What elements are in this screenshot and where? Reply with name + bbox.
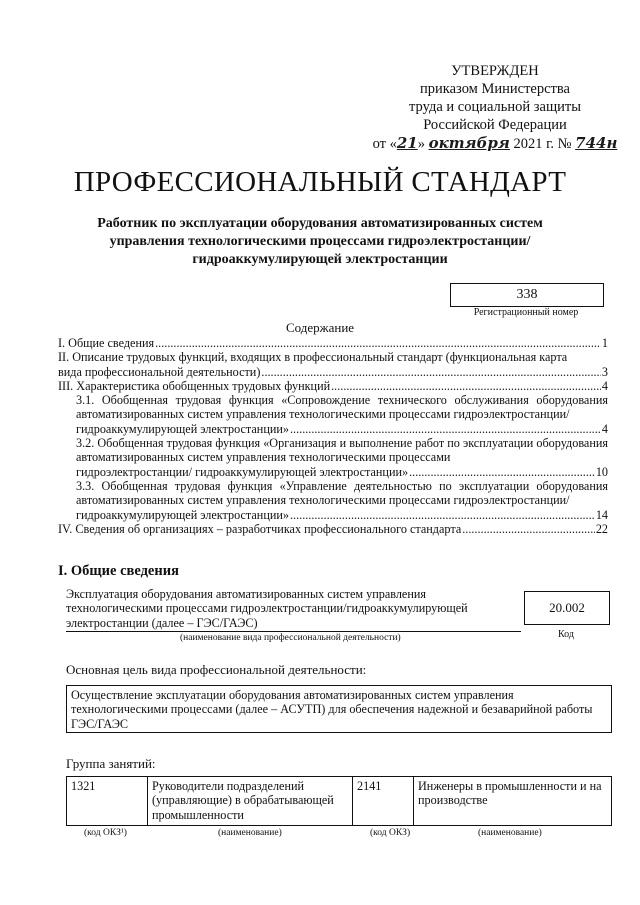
- toc-entry-3-3[interactable]: 3.3. Обобщенная трудовая функция «Управление деятельностью по эксплуатации оборудования автоматизированных систем управления технологическими процессами гидроэлектростанции/ гидроаккумулирующей электростанции» ..... 14: [58, 479, 608, 522]
- goal-box: Осуществление эксплуатации оборудования автоматизированных систем управления технологическими процессами (далее – АСУТП) для обеспечения надежной и безаварийной работы ГЭС/ГАЭС: [66, 685, 612, 733]
- activity-kind-label: (наименование вида профессиональной деятельности): [180, 633, 401, 643]
- registration-number-box: 338: [450, 283, 604, 307]
- occupation-name-cell: Руководители подразделений (управляющие) в обрабатывающей промышленности: [148, 777, 353, 826]
- table-of-contents: [58, 336, 608, 536]
- date-month: октября: [428, 134, 510, 152]
- occupation-name-cell: Инженеры в промышленности и на производстве: [414, 777, 612, 826]
- section-heading: I. Общие сведения: [58, 563, 179, 579]
- date-year: 2021 г. №: [509, 136, 576, 152]
- approval-line-1: УТВЕРЖДЕН: [451, 63, 539, 79]
- activity-code-label: Код: [558, 629, 574, 640]
- occupation-name-label: (наименование): [218, 828, 282, 838]
- standard-subtitle: Работник по эксплуатации оборудования автоматизированных систем управления технологическими процессами гидроэлектростанции/гидроаккумулирующей электростанции: [97, 216, 543, 267]
- occupation-name-label: (наименование): [478, 828, 542, 838]
- toc-entry-4[interactable]: IV. Сведения об организациях – разработчиках профессионального стандарта ..... 22: [58, 522, 608, 536]
- approval-line-4: Российской Федерации: [423, 117, 567, 133]
- approval-block: [370, 62, 620, 153]
- date-prefix: от «: [372, 136, 397, 152]
- okz-code-cell: 1321: [67, 777, 148, 826]
- goal-label: Основная цель вида профессиональной деятельности:: [66, 662, 367, 677]
- approval-line-3: труда и социальной защиты: [409, 99, 581, 115]
- toc-entry-2[interactable]: II. Описание трудовых функций, входящих в профессиональный стандарт (функциональная карта вида профессиональной деятельности) ..... 3: [58, 350, 608, 379]
- toc-entry-3[interactable]: III. Характеристика обобщенных трудовых функций ..... 4: [58, 379, 608, 393]
- activity-kind-text: Эксплуатация оборудования автоматизированных систем управления технологическими процессами гидроэлектростанции/гидроаккумулирующей электростанции (далее – ГЭС/ГАЭС): [66, 587, 521, 632]
- document-title: ПРОФЕССИОНАЛЬНЫЙ СТАНДАРТ: [73, 166, 567, 198]
- toc-entry-3-1[interactable]: 3.1. Обобщенная трудовая функция «Сопровождение технического обслуживания оборудования автоматизированных систем управления технологическими процессами гидроэлектростанции/ гидроаккумулирующей электростанции» ..... 4: [58, 393, 608, 436]
- occupation-group-label: Группа занятий:: [66, 756, 156, 771]
- date-mid: »: [417, 136, 429, 152]
- approval-line-2: приказом Министерства: [420, 81, 570, 97]
- table-row: [67, 777, 612, 826]
- toc-entry-3-2[interactable]: 3.2. Обобщенная трудовая функция «Организация и выполнение работ по эксплуатации оборудования автоматизированных систем управления технологическими процессами гидроэлектростанции/ гидроаккумулирующей электростанции» ..... 10: [58, 436, 608, 479]
- okz-code-label: (код ОКЗ¹): [84, 828, 127, 838]
- date-day: 21: [396, 134, 418, 152]
- activity-code-box: 20.002: [524, 591, 610, 625]
- occupation-groups-table: [66, 776, 612, 826]
- approval-date-line: [370, 134, 620, 153]
- toc-title: Содержание: [285, 320, 355, 335]
- order-number: 744н: [575, 134, 618, 152]
- registration-number-label: Регистрационный номер: [473, 307, 579, 318]
- okz-code-cell: 2141: [353, 777, 414, 826]
- okz-code-label: (код ОКЗ): [370, 828, 411, 838]
- toc-entry-1[interactable]: I. Общие сведения ..... 1: [58, 336, 608, 350]
